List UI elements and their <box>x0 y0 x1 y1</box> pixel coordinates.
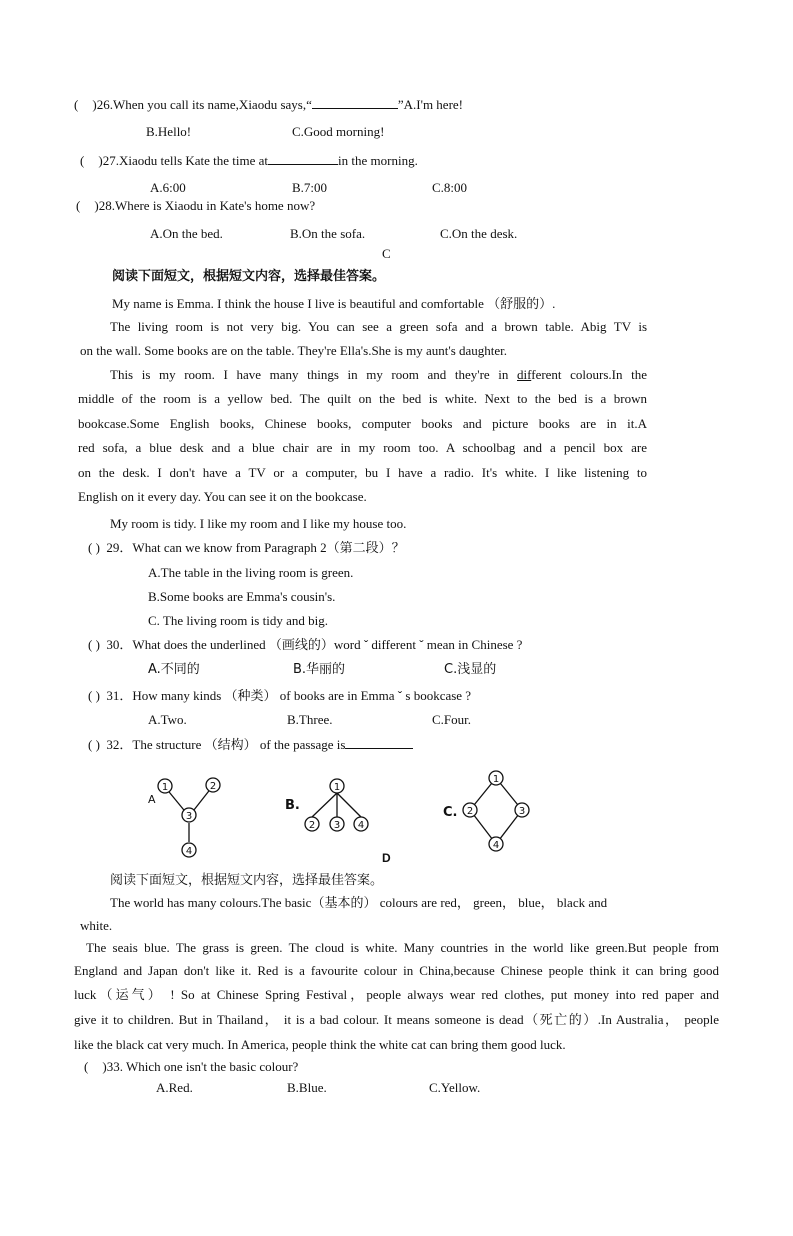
paragraph-3-line-2: middle of the room is a yellow bed. The quilt on the bed is white. Next to the bed is a brown <box>78 391 647 406</box>
passage-d-line-3: The seais blue. The grass is green. The cloud is white. Many countries in the world like green.But people from <box>86 940 719 955</box>
paragraph-3-line-1: This is my room. I have many things in my room and they're in different colours.In the <box>110 367 647 382</box>
diagram-b-label: B. <box>285 798 300 813</box>
option-a: A.不同的 <box>148 662 200 677</box>
question-28: ( )28.Where is Xiaodu in Kate's home now? <box>76 198 316 213</box>
section-instruction: 阅读下面短文，根据短文内容，选择最佳答案。 <box>110 873 384 888</box>
passage-d-line-6: give it to children. But in Thailand， it is a bad colour. It means someone is dead（死亡的）.In Australia， people <box>74 1012 719 1027</box>
svg-text:3: 3 <box>185 811 193 822</box>
svg-text:2: 2 <box>209 781 217 792</box>
passage-d-line-4: England and Japan don't like it. Red is a favourite colour in China,because Chinese people think it can bring good <box>74 963 719 978</box>
paragraph-3-line-6: English on it every day. You can see it on the bookcase. <box>78 489 367 504</box>
question-30: ( ) 30．What does the underlined （画线的）word ˇ different ˇ mean in Chinese ? <box>88 637 523 652</box>
question-29: ( ) 29．What can we know from Paragraph 2（第二段）？ <box>88 540 405 555</box>
question-26: ( )26.When you call its name,Xiaodu says,“ ”A.I'm here! <box>74 97 463 112</box>
option-b: B.On the sofa. <box>290 226 366 241</box>
svg-text:4: 4 <box>492 840 500 851</box>
section-instruction: 阅读下面短文，根据短文内容，选择最佳答案。 <box>112 269 386 284</box>
option-b: B.Three. <box>287 712 333 727</box>
paragraph-3-line-4: red sofa, a blue desk and a blue chair are in my room too. A schoolbag and a pencil box are <box>78 440 647 455</box>
option-b: B.华丽的 <box>293 662 346 677</box>
section-letter-d: D <box>382 851 391 865</box>
paragraph-2-line-2: on the wall. Some books are on the table. They're Ella's.She is my aunt's daughter. <box>80 343 508 358</box>
option-a: A.Two. <box>148 712 187 727</box>
question-33: ( )33. Which one isn't the basic colour? <box>84 1059 299 1074</box>
option-c: C.浅显的 <box>444 662 497 677</box>
svg-text:1: 1 <box>161 782 169 793</box>
answer-blank[interactable] <box>268 152 338 165</box>
option-c: C.8:00 <box>432 180 468 195</box>
option-b: B.Blue. <box>287 1080 327 1095</box>
option-b: B.Hello! <box>146 124 192 139</box>
answer-blank[interactable] <box>312 96 398 109</box>
question-26-text: 26.When you call its name,Xiaodu says,“ <box>96 97 312 112</box>
passage-d-line-5: luck（运气） ! So at Chinese Spring Festival，people always wear red clothes, put money into red paper and <box>74 987 719 1002</box>
underlined-word: dif <box>517 367 532 382</box>
option-c: C.Good morning! <box>292 124 385 139</box>
passage-d-line-2: white. <box>80 918 113 933</box>
option-c: C.On the desk. <box>440 226 518 241</box>
question-28-text: 28.Where is Xiaodu in Kate's home now? <box>98 198 316 213</box>
paragraph-2-line-1: The living room is not very big. You can see a green sofa and a brown table. Abig TV is <box>110 319 647 334</box>
paragraph-4: My room is tidy. I like my room and I like my house too. <box>110 516 407 531</box>
option-a: A.The table in the living room is green. <box>148 565 354 580</box>
passage-d-line-1: The world has many colours.The basic（基本的） colours are red， green， blue， black and <box>110 895 608 910</box>
option-a: A.Red. <box>156 1080 193 1095</box>
answer-paren: ( <box>74 97 79 112</box>
option-c: C. The living room is tidy and big. <box>148 613 328 628</box>
passage-d-line-7: like the black cat very much. In America, people think the white cat can bring them good luck. <box>74 1037 566 1052</box>
svg-text:3: 3 <box>333 820 341 831</box>
paragraph-3-line-3: bookcase.Some English books, Chinese books, computer books and picture books are in it.A <box>78 416 647 431</box>
section-letter-c: C <box>382 246 391 261</box>
question-27-text: 27.Xiaodu tells Kate the time at <box>102 153 269 168</box>
option-a: A.6:00 <box>150 180 186 195</box>
svg-text:2: 2 <box>466 806 474 817</box>
answer-blank[interactable] <box>345 736 413 749</box>
svg-text:2: 2 <box>308 820 316 831</box>
option-c: C.Four. <box>432 712 472 727</box>
option-b: B.7:00 <box>292 180 328 195</box>
svg-text:4: 4 <box>357 820 365 831</box>
svg-text:4: 4 <box>185 846 193 857</box>
diagram-c-label: C. <box>443 805 458 820</box>
question-27: ( )27.Xiaodu tells Kate the time at in the morning. <box>80 153 418 168</box>
structure-diagrams <box>0 762 793 862</box>
paragraph-1: My name is Emma. I think the house I live is beautiful and comfortable （舒服的）. <box>112 296 556 311</box>
svg-text:3: 3 <box>518 806 526 817</box>
svg-text:1: 1 <box>333 782 341 793</box>
option-a: A.On the bed. <box>150 226 223 241</box>
question-31: ( ) 31．How many kinds （种类） of books are in Emma ˇ s bookcase ? <box>88 688 472 703</box>
option-b: B.Some books are Emma's cousin's. <box>148 589 336 604</box>
paragraph-3-line-5: on the desk. I don't have a TV or a computer, bu I have a radio. It's white. I like listening to <box>78 465 647 480</box>
question-32: ( ) 32．The structure （结构） of the passage is <box>88 736 413 753</box>
option-c: C.Yellow. <box>429 1080 481 1095</box>
svg-text:1: 1 <box>492 774 500 785</box>
diagram-a-label: A <box>148 793 156 806</box>
